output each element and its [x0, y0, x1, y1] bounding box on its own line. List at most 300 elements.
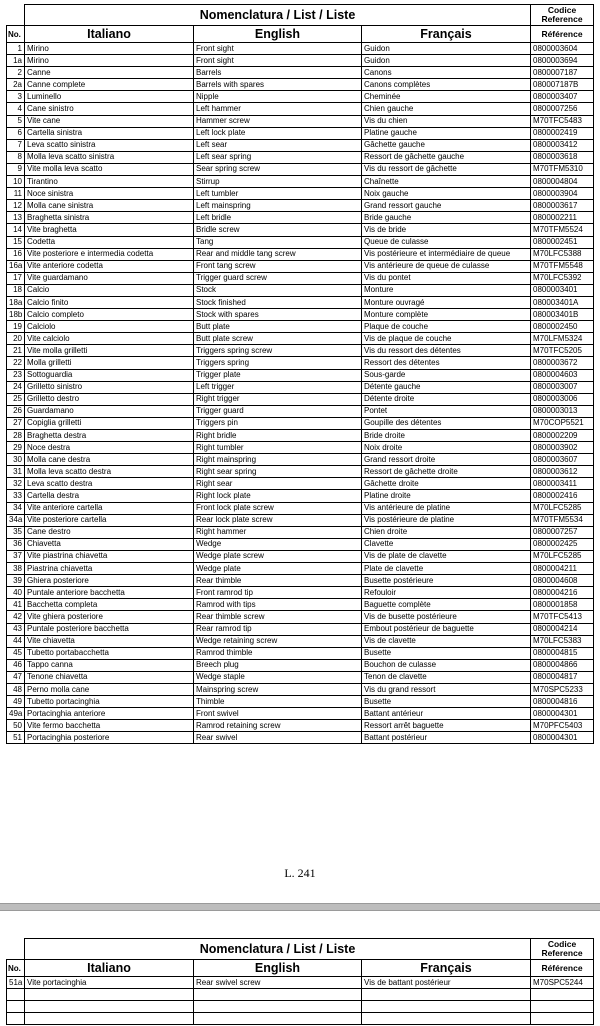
- cell-english: Barrels: [194, 67, 362, 79]
- cell-italiano: Cartella destra: [25, 490, 194, 502]
- table-row: [7, 236, 594, 248]
- cell-no: 18a: [7, 296, 25, 308]
- table-row: [7, 103, 594, 115]
- cell-francais: Ressort des détentes: [362, 357, 531, 369]
- cell-english: Stock finished: [194, 296, 362, 308]
- cell-italiano: Calcio completo: [25, 309, 194, 321]
- cell-english: Hammer screw: [194, 115, 362, 127]
- cell-no: 29: [7, 442, 25, 454]
- empty-row: [7, 1001, 594, 1013]
- cell-francais: Vis de busette postérieure: [362, 611, 531, 623]
- cell-italiano: Guardamano: [25, 405, 194, 417]
- cell-no: 3: [7, 91, 25, 103]
- header-english: English: [194, 26, 362, 43]
- cell-english: Triggers pin: [194, 417, 362, 429]
- cell-english: Rear ramrod tip: [194, 623, 362, 635]
- header-francais: Français: [362, 26, 531, 43]
- header-codice: Codice: [547, 5, 577, 15]
- cell-no: 46: [7, 659, 25, 671]
- table-row: [7, 647, 594, 659]
- cell-italiano: Perno molla cane: [25, 683, 194, 695]
- cell-francais: Bouchon de culasse: [362, 659, 531, 671]
- cell-francais: Vis du grand ressort: [362, 683, 531, 695]
- cell-english: Left mainspring: [194, 200, 362, 212]
- empty-cell: [194, 989, 362, 1001]
- table-row: [7, 248, 594, 260]
- cell-no: 41: [7, 599, 25, 611]
- cell-italiano: Vite posteriore e intermedia codetta: [25, 248, 194, 260]
- cell-english: Trigger guard: [194, 405, 362, 417]
- header-codice: Codice: [547, 939, 577, 949]
- cell-reference: M70LFC5285: [531, 502, 594, 514]
- cell-english: Left sear: [194, 139, 362, 151]
- cell-reference: M70PFC5403: [531, 720, 594, 732]
- cell-italiano: Mirino: [25, 55, 194, 67]
- cell-italiano: Noce destra: [25, 442, 194, 454]
- cell-italiano: Tappo canna: [25, 659, 194, 671]
- cell-italiano: Molla leva scatto sinistra: [25, 151, 194, 163]
- table-row: [7, 526, 594, 538]
- cell-francais: Monture ouvragé: [362, 296, 531, 308]
- cell-no: 49: [7, 696, 25, 708]
- header-francais: Français: [362, 960, 531, 977]
- cell-francais: Plaque de couche: [362, 321, 531, 333]
- cell-english: Right sear: [194, 478, 362, 490]
- cell-english: Bridle screw: [194, 224, 362, 236]
- cell-francais: Gâchette droite: [362, 478, 531, 490]
- cell-english: Trigger plate: [194, 369, 362, 381]
- cell-reference: 0800003617: [531, 200, 594, 212]
- cell-francais: Guidon: [362, 43, 531, 55]
- empty-cell: [25, 1013, 194, 1025]
- header-reference-en: Reference: [541, 948, 583, 958]
- cell-italiano: Molla grilletti: [25, 357, 194, 369]
- cell-francais: Chien droite: [362, 526, 531, 538]
- cell-no: 30: [7, 454, 25, 466]
- table-row: [7, 671, 594, 683]
- cell-reference: M70LFC5285: [531, 550, 594, 562]
- cell-no: 1: [7, 43, 25, 55]
- cell-italiano: Calcio finito: [25, 296, 194, 308]
- empty-cell: [531, 1013, 594, 1025]
- cell-francais: Monture: [362, 284, 531, 296]
- cell-english: Trigger guard screw: [194, 272, 362, 284]
- cell-reference: M70TFM5310: [531, 163, 594, 175]
- cell-reference: M70TFC5483: [531, 115, 594, 127]
- table-row: [7, 417, 594, 429]
- table-body-continued: [7, 977, 594, 1025]
- empty-cell: [362, 989, 531, 1001]
- blank-corner: [7, 5, 25, 26]
- cell-no: 51: [7, 732, 25, 744]
- cell-english: Stock: [194, 284, 362, 296]
- header-reference-en: Reference: [541, 14, 583, 24]
- cell-francais: Vis de plaque de couche: [362, 333, 531, 345]
- table-row: [7, 575, 594, 587]
- empty-cell: [531, 1001, 594, 1013]
- cell-no: 15: [7, 236, 25, 248]
- cell-italiano: Vite chiavetta: [25, 635, 194, 647]
- cell-francais: Vis postérieure de platine: [362, 514, 531, 526]
- cell-no: 26: [7, 405, 25, 417]
- cell-italiano: Canne complete: [25, 79, 194, 91]
- cell-english: Ramrod with tips: [194, 599, 362, 611]
- cell-english: Right mainspring: [194, 454, 362, 466]
- cell-english: Breech plug: [194, 659, 362, 671]
- cell-no: 1a: [7, 55, 25, 67]
- cell-reference: 0800004816: [531, 696, 594, 708]
- table-row: [7, 115, 594, 127]
- cell-italiano: Puntale posteriore bacchetta: [25, 623, 194, 635]
- cell-no: 24: [7, 381, 25, 393]
- cell-reference: 0800004301: [531, 732, 594, 744]
- table-row: [7, 393, 594, 405]
- cell-english: Left bridle: [194, 212, 362, 224]
- cell-reference: 0800002209: [531, 430, 594, 442]
- cell-italiano: Luminello: [25, 91, 194, 103]
- cell-italiano: Vite guardamano: [25, 272, 194, 284]
- table-row: [7, 683, 594, 695]
- cell-reference: 080007187B: [531, 79, 594, 91]
- cell-francais: Goupille des détentes: [362, 417, 531, 429]
- cell-reference: 0800003672: [531, 357, 594, 369]
- header-italiano: Italiano: [25, 960, 194, 977]
- cell-no: 13: [7, 212, 25, 224]
- table-row: [7, 611, 594, 623]
- table-row: [7, 79, 594, 91]
- cell-english: Left lock plate: [194, 127, 362, 139]
- page-label: L. 241: [284, 866, 316, 880]
- cell-francais: Vis de clavette: [362, 635, 531, 647]
- cell-francais: Clavette: [362, 538, 531, 550]
- cell-francais: Tenon de clavette: [362, 671, 531, 683]
- cell-reference: 0800004211: [531, 563, 594, 575]
- cell-italiano: Codetta: [25, 236, 194, 248]
- cell-italiano: Vite anteriore cartella: [25, 502, 194, 514]
- cell-no: 25: [7, 393, 25, 405]
- header-italiano: Italiano: [25, 26, 194, 43]
- cell-no: 18b: [7, 309, 25, 321]
- cell-no: 45: [7, 647, 25, 659]
- cell-reference: 0800002419: [531, 127, 594, 139]
- cell-francais: Grand ressort gauche: [362, 200, 531, 212]
- cell-italiano: Portacinghia anteriore: [25, 708, 194, 720]
- cell-english: Sear spring screw: [194, 163, 362, 175]
- cell-english: Right tumbler: [194, 442, 362, 454]
- cell-reference: 0800003904: [531, 188, 594, 200]
- cell-reference: 0800003604: [531, 43, 594, 55]
- cell-reference: 0800003412: [531, 139, 594, 151]
- cell-reference: M70LFC5392: [531, 272, 594, 284]
- table-row: [7, 139, 594, 151]
- cell-english: Right sear spring: [194, 466, 362, 478]
- cell-italiano: Cane sinistro: [25, 103, 194, 115]
- cell-reference: 0800002450: [531, 321, 594, 333]
- cell-francais: Vis du pontet: [362, 272, 531, 284]
- cell-no: 16: [7, 248, 25, 260]
- nomenclature-table-continued: [6, 938, 594, 1025]
- cell-english: Front sight: [194, 55, 362, 67]
- cell-reference: M70TFM5524: [531, 224, 594, 236]
- table-row: [7, 587, 594, 599]
- cell-reference: 0800004804: [531, 176, 594, 188]
- cell-no: 34a: [7, 514, 25, 526]
- page-divider: [0, 903, 600, 911]
- cell-no: 34: [7, 502, 25, 514]
- cell-francais: Sous-garde: [362, 369, 531, 381]
- cell-francais: Vis antérieure de platine: [362, 502, 531, 514]
- cell-reference: M70SPC5244: [531, 977, 594, 989]
- cell-francais: Gâchette gauche: [362, 139, 531, 151]
- header-codice-reference: [531, 5, 594, 26]
- parts-table-page-2: [6, 938, 593, 1025]
- empty-cell: [7, 989, 25, 1001]
- cell-reference: 080003401A: [531, 296, 594, 308]
- cell-no: 39: [7, 575, 25, 587]
- table-row: [7, 284, 594, 296]
- cell-no: 4: [7, 103, 25, 115]
- cell-francais: Embout postérieur de baguette: [362, 623, 531, 635]
- table-row: [7, 91, 594, 103]
- cell-no: 10: [7, 176, 25, 188]
- cell-reference: 0800003411: [531, 478, 594, 490]
- table-row: [7, 563, 594, 575]
- cell-no: 6: [7, 127, 25, 139]
- empty-cell: [531, 989, 594, 1001]
- cell-italiano: Ghiera posteriore: [25, 575, 194, 587]
- cell-italiano: Tubetto portacinghia: [25, 696, 194, 708]
- cell-no: 47: [7, 671, 25, 683]
- cell-italiano: Molla cane destra: [25, 454, 194, 466]
- empty-cell: [25, 1001, 194, 1013]
- cell-francais: Battant postérieur: [362, 732, 531, 744]
- cell-francais: Busette postérieure: [362, 575, 531, 587]
- empty-cell: [25, 989, 194, 1001]
- empty-cell: [194, 1001, 362, 1013]
- cell-reference: M70TFC5205: [531, 345, 594, 357]
- cell-italiano: Tirantino: [25, 176, 194, 188]
- table-row: [7, 151, 594, 163]
- cell-italiano: Leva scatto sinistra: [25, 139, 194, 151]
- cell-no: 21: [7, 345, 25, 357]
- cell-francais: Chaînette: [362, 176, 531, 188]
- cell-reference: 0800003007: [531, 381, 594, 393]
- cell-no: 9: [7, 163, 25, 175]
- table-row: [7, 381, 594, 393]
- cell-italiano: Molla leva scatto destra: [25, 466, 194, 478]
- cell-no: 19: [7, 321, 25, 333]
- table-row: [7, 43, 594, 55]
- cell-reference: 0800003006: [531, 393, 594, 405]
- cell-english: Front tang screw: [194, 260, 362, 272]
- cell-francais: Platine gauche: [362, 127, 531, 139]
- cell-reference: 0800002416: [531, 490, 594, 502]
- empty-cell: [7, 1013, 25, 1025]
- cell-francais: Monture complète: [362, 309, 531, 321]
- table-row: [7, 321, 594, 333]
- cell-reference: 0800004216: [531, 587, 594, 599]
- cell-reference: M70TFC5413: [531, 611, 594, 623]
- cell-english: Butt plate: [194, 321, 362, 333]
- cell-francais: Guidon: [362, 55, 531, 67]
- cell-no: 12: [7, 200, 25, 212]
- cell-italiano: Vite ghiera posteriore: [25, 611, 194, 623]
- cell-francais: Refouloir: [362, 587, 531, 599]
- cell-reference: 0800004603: [531, 369, 594, 381]
- cell-italiano: Vite braghetta: [25, 224, 194, 236]
- cell-reference: 0800003401: [531, 284, 594, 296]
- cell-english: Wedge: [194, 538, 362, 550]
- header-english: English: [194, 960, 362, 977]
- cell-english: Right bridle: [194, 430, 362, 442]
- table-row: [7, 55, 594, 67]
- cell-english: Front sight: [194, 43, 362, 55]
- cell-no: 27: [7, 417, 25, 429]
- table-body: [7, 43, 594, 744]
- table-row: [7, 309, 594, 321]
- cell-no: 7: [7, 139, 25, 151]
- cell-no: 37: [7, 550, 25, 562]
- table-row: [7, 212, 594, 224]
- cell-reference: M70LFC5383: [531, 635, 594, 647]
- table-row: [7, 405, 594, 417]
- cell-reference: 0800002211: [531, 212, 594, 224]
- cell-no: 5: [7, 115, 25, 127]
- table-row: [7, 430, 594, 442]
- cell-reference: M70TFM5548: [531, 260, 594, 272]
- cell-francais: Détente gauche: [362, 381, 531, 393]
- cell-english: Front ramrod tip: [194, 587, 362, 599]
- cell-italiano: Mirino: [25, 43, 194, 55]
- cell-italiano: Canne: [25, 67, 194, 79]
- cell-italiano: Tubetto portabacchetta: [25, 647, 194, 659]
- cell-reference: 0800003013: [531, 405, 594, 417]
- cell-english: Left sear spring: [194, 151, 362, 163]
- table-row: [7, 200, 594, 212]
- cell-francais: Vis postérieure et intermédiaire de queue: [362, 248, 531, 260]
- cell-francais: Ressort arrêt baguette: [362, 720, 531, 732]
- cell-no: 51a: [7, 977, 25, 989]
- cell-no: 22: [7, 357, 25, 369]
- cell-no: 16a: [7, 260, 25, 272]
- cell-reference: 0800001858: [531, 599, 594, 611]
- cell-english: Front swivel: [194, 708, 362, 720]
- cell-english: Wedge plate screw: [194, 550, 362, 562]
- cell-reference: M70LFM5324: [531, 333, 594, 345]
- cell-english: Rear thimble screw: [194, 611, 362, 623]
- cell-italiano: Cartella sinistra: [25, 127, 194, 139]
- header-no: No.: [7, 26, 25, 43]
- cell-no: 2: [7, 67, 25, 79]
- table-row: [7, 538, 594, 550]
- cell-francais: Busette: [362, 647, 531, 659]
- cell-english: Rear thimble: [194, 575, 362, 587]
- cell-francais: Détente droite: [362, 393, 531, 405]
- cell-francais: Canons: [362, 67, 531, 79]
- table-row: [7, 442, 594, 454]
- cell-english: Wedge retaining screw: [194, 635, 362, 647]
- cell-english: Rear and middle tang screw: [194, 248, 362, 260]
- cell-reference: M70SPC5233: [531, 683, 594, 695]
- cell-no: 8: [7, 151, 25, 163]
- cell-no: 28: [7, 430, 25, 442]
- cell-no: 40: [7, 587, 25, 599]
- cell-italiano: Vite anteriore codetta: [25, 260, 194, 272]
- cell-italiano: Bacchetta completa: [25, 599, 194, 611]
- cell-english: Wedge plate: [194, 563, 362, 575]
- empty-cell: [7, 1001, 25, 1013]
- cell-francais: Bride gauche: [362, 212, 531, 224]
- cell-english: Stirrup: [194, 176, 362, 188]
- table-row: [7, 466, 594, 478]
- cell-italiano: Vite cane: [25, 115, 194, 127]
- table-row: [7, 599, 594, 611]
- cell-italiano: Braghetta destra: [25, 430, 194, 442]
- cell-no: 20: [7, 333, 25, 345]
- cell-no: 18: [7, 284, 25, 296]
- cell-english: Wedge staple: [194, 671, 362, 683]
- cell-english: Stock with spares: [194, 309, 362, 321]
- table-row: [7, 224, 594, 236]
- cell-italiano: Vite molla grilletti: [25, 345, 194, 357]
- table-row: [7, 623, 594, 635]
- cell-reference: 0800003694: [531, 55, 594, 67]
- cell-italiano: Vite posteriore cartella: [25, 514, 194, 526]
- cell-no: 11: [7, 188, 25, 200]
- parts-table-page-1: [6, 4, 593, 744]
- cell-english: Right hammer: [194, 526, 362, 538]
- table-row: [7, 720, 594, 732]
- table-row: [7, 708, 594, 720]
- header-reference-fr: Référence: [531, 26, 594, 43]
- table-row: [7, 490, 594, 502]
- cell-francais: Vis du ressort de gâchette: [362, 163, 531, 175]
- table-row: [7, 369, 594, 381]
- cell-no: 17: [7, 272, 25, 284]
- cell-francais: Vis du ressort des détentes: [362, 345, 531, 357]
- cell-english: Barrels with spares: [194, 79, 362, 91]
- cell-english: Left trigger: [194, 381, 362, 393]
- cell-italiano: Noce sinistra: [25, 188, 194, 200]
- empty-cell: [362, 1013, 531, 1025]
- cell-francais: Noix gauche: [362, 188, 531, 200]
- cell-italiano: Grilletto sinistro: [25, 381, 194, 393]
- cell-reference: 0800002425: [531, 538, 594, 550]
- cell-reference: 0800004866: [531, 659, 594, 671]
- cell-english: Thimble: [194, 696, 362, 708]
- table-row: [7, 977, 594, 989]
- header-no: No.: [7, 960, 25, 977]
- table-row: [7, 357, 594, 369]
- cell-reference: 0800003618: [531, 151, 594, 163]
- cell-no: 49a: [7, 708, 25, 720]
- cell-reference: M70COP5521: [531, 417, 594, 429]
- cell-francais: Vis du chien: [362, 115, 531, 127]
- cell-no: 32: [7, 478, 25, 490]
- cell-english: Triggers spring: [194, 357, 362, 369]
- cell-italiano: Calciolo: [25, 321, 194, 333]
- nomenclature-table: [6, 4, 594, 744]
- table-row: [7, 127, 594, 139]
- cell-italiano: Vite calciolo: [25, 333, 194, 345]
- table-row: [7, 333, 594, 345]
- cell-francais: Chien gauche: [362, 103, 531, 115]
- cell-francais: Platine droite: [362, 490, 531, 502]
- cell-francais: Noix droite: [362, 442, 531, 454]
- cell-italiano: Tenone chiavetta: [25, 671, 194, 683]
- cell-francais: Queue de culasse: [362, 236, 531, 248]
- cell-francais: Pontet: [362, 405, 531, 417]
